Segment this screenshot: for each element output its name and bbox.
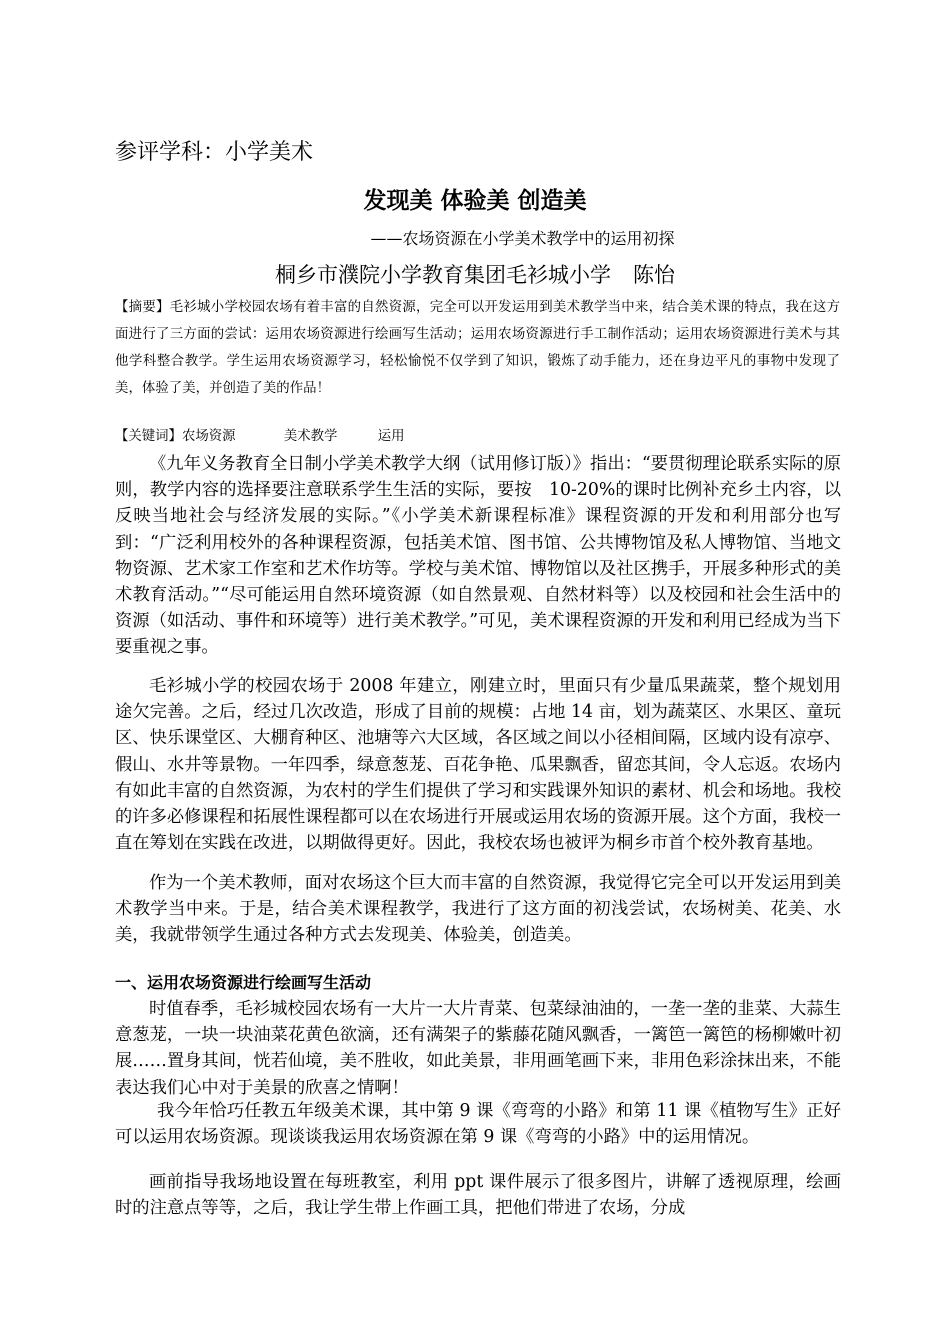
keywords-label: 【关键词】 — [115, 429, 182, 444]
body-paragraph: 毛衫城小学的校园农场于 2008 年建立，刚建立时，里面只有少量瓜果蔬菜，整个规划用途欠完善。之后，经过几次改造，形成了目前的规模：占地 14 亩，划为蔬菜区、水果区、童玩区、快乐课堂区、大棚育种区、池塘等六大区域，各区域之间以小径相间隔，区域内设有凉亭、假山、水井等景物。一年四季，绿意葱茏、百花争艳、瓜果飘香，留恋其间，令人忘返。农场内有如此丰富的自然资源，为农村的学生们提供了学习和实践课外知识的素材、机会和场地。我校的许多必修课程和拓展性课程都可以在农场进行开展或运用农场的资源开展。这个方面，我校一直在筹划在实践在改进，以期做得更好。因此，我校农场也被评为桐乡市首个校外教育基地。 — [115, 676, 841, 854]
keyword-item: 农场资源 — [181, 429, 236, 444]
article-subtitle: ——农场资源在小学美术教学中的运用初探 — [370, 229, 675, 248]
body-paragraph: 作为一个美术教师，面对农场这个巨大而丰富的自然资源，我觉得它完全可以开发运用到美术教学当中来。于是，结合美术课程教学，我进行了这方面的初浅尝试，农场树美、花美、水美，我就带领学生通过各种方式去发现美、体验美，创造美。 — [115, 873, 841, 946]
author-line — [0, 260, 950, 290]
abstract-label: 【摘要】 — [115, 300, 170, 315]
keyword-item: 美术教学 — [283, 429, 338, 444]
body-paragraph: 《九年义务教育全日制小学美术教学大纲（试用修订版）》指出：“要贯彻理论联系实际的原则，教学内容的选择要注意联系学生生活的实际，要按 10-20%的课时比例补充乡土内容，以反映当地社会与经济发展的实际。”《小学美术新课程标准》课程资源的开发和利用部分也写到：“广泛利用校外的各种课程资源，包括美术馆、图书馆、公共博物馆及私人博物馆、当地文物资源、艺术家工作室和艺术作坊等。学校与美术馆、博物馆以及社区携手，开展多种形式的美术教育活动。”“尽可能运用自然环境资源（如自然景观、自然材料等）以及校园和社会生活中的资源（如活动、事件和环境等）进行美术教学。”可见，美术课程资源的开发和利用已经成为当下要重视之事。 — [115, 454, 842, 658]
section-paragraph: 时值春季，毛衫城校园农场有一大片一大片青菜、包菜绿油油的，一垄一垄的韭菜、大蒜生意葱茏，一块一块油菜花黄色欲滴，还有满架子的紫藤花随风飘香，一篱笆一篱笆的杨柳嫩叶初展……置身其间，恍若仙境，美不胜收，如此美景，非用画笔画下来，非用色彩涂抹出来，不能表达我们心中对于美景的欣喜之情啊！ — [115, 999, 841, 1098]
abstract — [115, 294, 840, 402]
article-title: 发现美 体验美 创造美 — [363, 188, 587, 214]
section-heading: 一、运用农场资源进行绘画写生活动 — [115, 973, 372, 992]
keyword-item: 运用 — [377, 429, 405, 444]
abstract-text: 毛衫城小学校园农场有着丰富的自然资源，完全可以开发运用到美术教学当中来，结合美术课的特点，我在这方面进行了三方面的尝试：运用农场资源进行绘画写生活动；运用农场资源进行手工制作活动；运用农场资源进行美术与其他学科整合教学。学生运用农场资源学习，轻松愉悦不仅学到了知识，锻炼了动手能力，还在身边平凡的事物中发现了美，体验了美，并创造了美的作品！ — [115, 300, 841, 396]
subject-label: 参评学科：小学美术 — [115, 140, 314, 165]
author-school: 桐乡市濮院小学教育集团毛衫城小学 — [275, 263, 611, 287]
author-name: 陈怡 — [633, 263, 675, 287]
section-paragraph: 我今年恰巧任教五年级美术课，其中第 9 课《弯弯的小路》和第 11 课《植物写生》正好可以运用农场资源。现谈谈我运用农场资源在第 9 课《弯弯的小路》中的运用情况。 — [115, 1101, 841, 1148]
keywords — [115, 425, 840, 449]
section-paragraph: 画前指导我场地设置在每班教室，利用 ppt 课件展示了很多图片，讲解了透视原理，绘画时的注意点等等，之后，我让学生带上作画工具，把他们带进了农场，分成 — [115, 1172, 841, 1219]
